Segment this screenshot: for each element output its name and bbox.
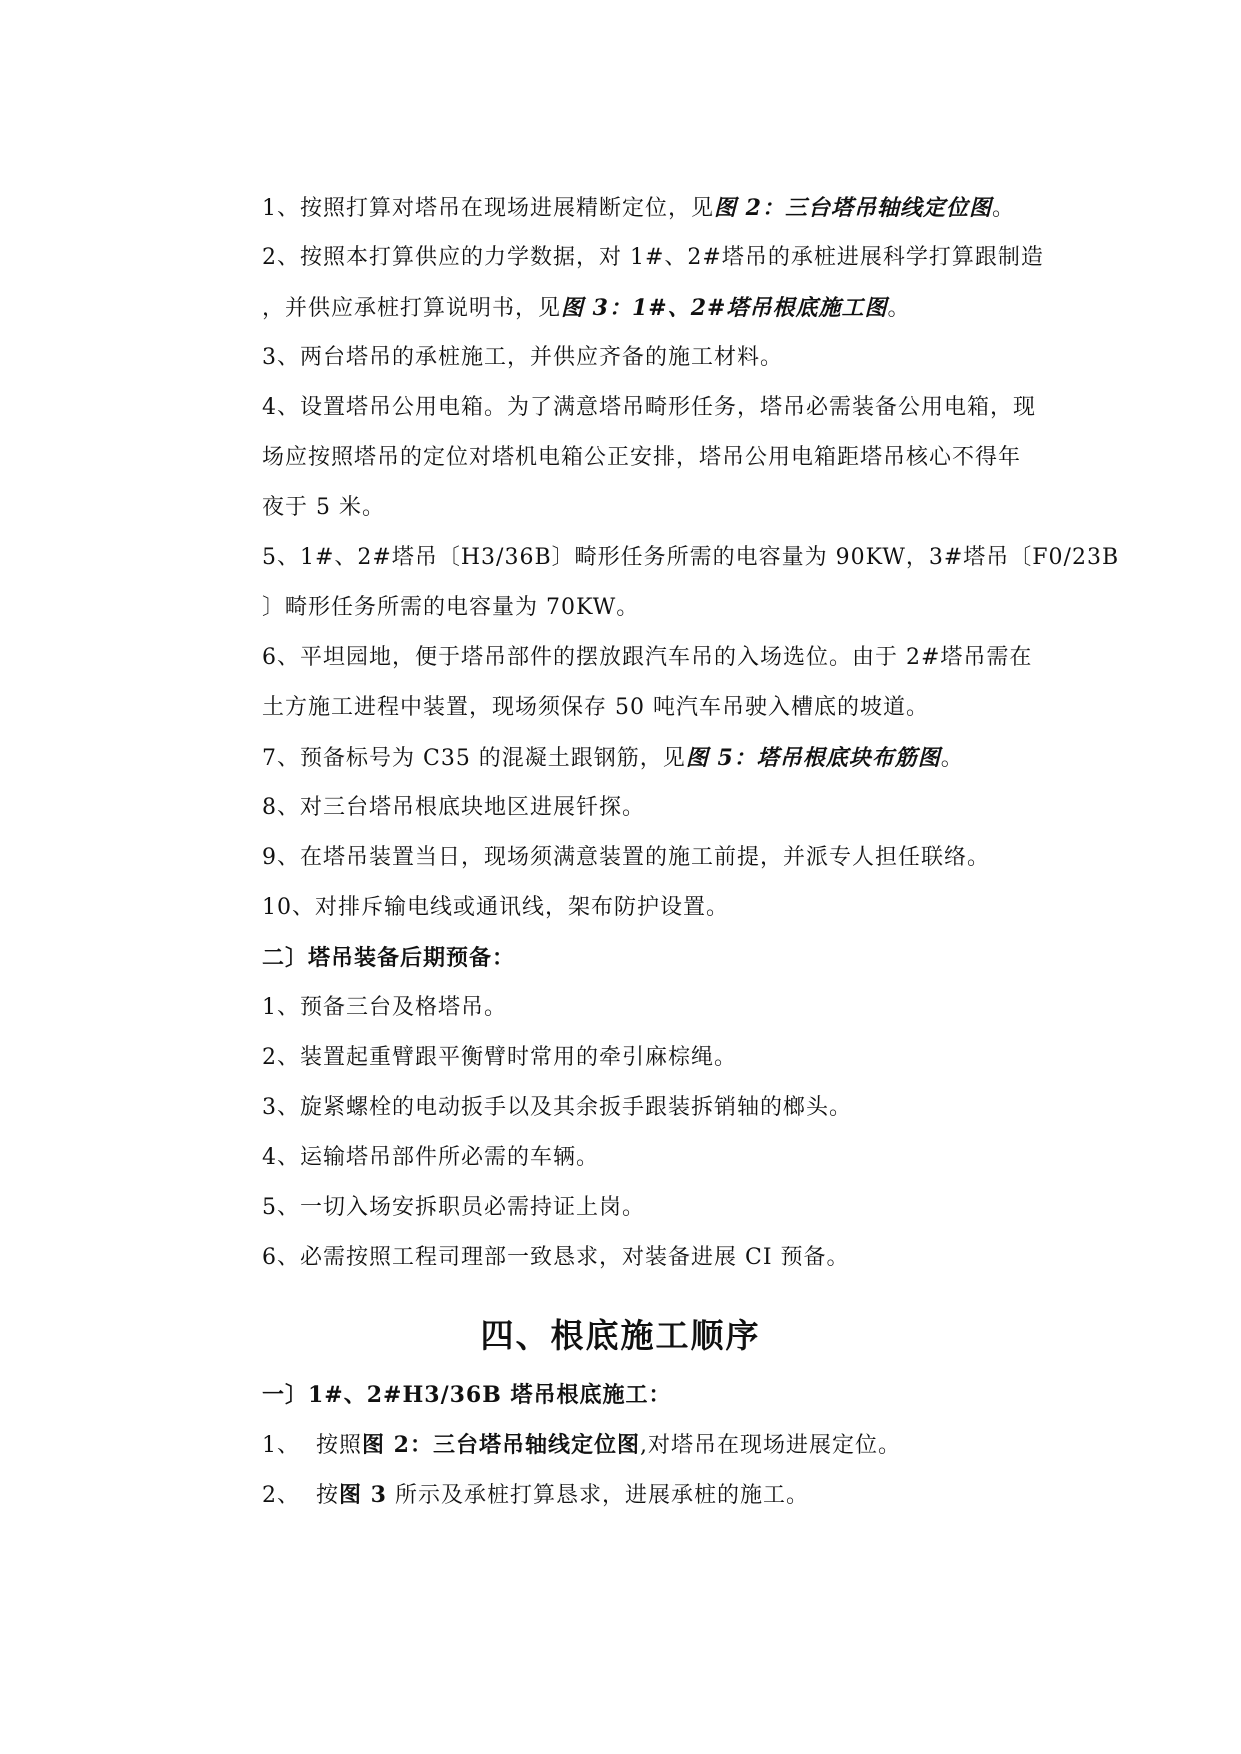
item-text: ，并供应承桩打算说明书，见	[262, 296, 562, 321]
item-text: 4、设置塔吊公用电箱。为了满意塔吊畸形任务，塔吊必需装备公用电箱，现	[262, 395, 1036, 420]
item-text: 5、1#、2#塔吊〔H3/36B〕畸形任务所需的电容量为 90KW，3#塔吊〔F0/23B	[262, 545, 1120, 570]
step-2	[262, 1480, 809, 1511]
item-text: 3、两台塔吊的承桩施工，并供应齐备的施工材料。	[262, 345, 783, 370]
section-one-heading: 一〕1#、2#H3/36B 塔吊根底施工：	[262, 1382, 672, 1408]
item-1	[262, 193, 1015, 224]
item-text: 2、按照本打算供应的力学数据，对 1#、2#塔吊的承桩进展科学打算跟制造	[262, 245, 1044, 270]
item-text: 〕畸形任务所需的电容量为 70KW。	[262, 595, 640, 620]
item-text: 9、在塔吊装置当日，现场须满意装置的施工前提，并派专人担任联络。	[262, 845, 990, 870]
item-4-continued	[262, 443, 1021, 473]
prep-item-1: 1、预备三台及格塔吊。	[262, 995, 507, 1020]
item-text: 6、平坦园地，便于塔吊部件的摆放跟汽车吊的入场选位。由于 2#塔吊需在	[262, 645, 1033, 670]
item-4	[262, 393, 1036, 423]
step-number: 1、	[262, 1433, 300, 1458]
step-1	[262, 1430, 901, 1461]
item-9	[262, 843, 990, 873]
item-10	[262, 893, 729, 923]
item-text: 10、对排斥输电线或通讯线，架布防护设置。	[262, 895, 729, 920]
step-text-end: 所示及承桩打算恳求，进展承桩的施工。	[386, 1483, 809, 1508]
item-2	[262, 243, 1044, 273]
item-text-end: 。	[940, 746, 964, 771]
figure-reference: 图 3：1#、2#塔吊根底施工图	[561, 295, 888, 321]
item-4-continued-2	[262, 493, 385, 523]
item-6-continued	[262, 693, 929, 723]
item-5-continued	[262, 593, 639, 623]
item-5	[262, 543, 1119, 573]
chapter-title: 四、根底施工顺序	[480, 1316, 761, 1355]
figure-reference: 图 2：三台塔吊轴线定位图	[714, 195, 992, 221]
step-number: 2、	[262, 1483, 300, 1508]
item-text: 8、对三台塔吊根底块地区进展钎探。	[262, 795, 645, 820]
item-text: 夜于 5 米。	[262, 495, 385, 520]
prep-item-5: 5、一切入场安拆职员必需持证上岗。	[262, 1195, 645, 1220]
prep-item-4: 4、运输塔吊部件所必需的车辆。	[262, 1145, 599, 1170]
item-7	[262, 743, 964, 774]
prep-item-3: 3、旋紧螺栓的电动扳手以及其余扳手跟装拆销轴的榔头。	[262, 1095, 852, 1120]
item-text-end: 。	[887, 296, 911, 321]
prep-item-2: 2、装置起重臂跟平衡臂时常用的牵引麻棕绳。	[262, 1045, 737, 1070]
step-text: 按	[316, 1483, 340, 1508]
item-8	[262, 793, 645, 823]
item-text: 1、按照打算对塔吊在现场进展精断定位，见	[262, 196, 714, 221]
item-2-continued	[262, 293, 910, 324]
section-two-heading: 二〕塔吊装备后期预备：	[262, 945, 516, 971]
figure-reference: 图 2：三台塔吊轴线定位图	[362, 1432, 640, 1458]
figure-reference: 图 5：塔吊根底块布筋图	[685, 745, 941, 771]
step-text-end: ,对塔吊在现场进展定位。	[639, 1433, 901, 1458]
prep-item-6: 6、必需按照工程司理部一致恳求，对装备进展 CI 预备。	[262, 1245, 850, 1270]
item-text-end: 。	[991, 196, 1015, 221]
item-3	[262, 343, 783, 373]
item-text: 土方施工进程中装置，现场须保存 50 吨汽车吊驶入槽底的坡道。	[262, 695, 929, 720]
step-text: 按照	[316, 1433, 363, 1458]
figure-reference: 图 3	[339, 1482, 387, 1508]
item-text: 7、预备标号为 C35 的混凝土跟钢筋，见	[262, 746, 686, 771]
item-6	[262, 643, 1032, 673]
item-text: 场应按照塔吊的定位对塔机电箱公正安排，塔吊公用电箱距塔吊核心不得年	[262, 445, 1022, 470]
